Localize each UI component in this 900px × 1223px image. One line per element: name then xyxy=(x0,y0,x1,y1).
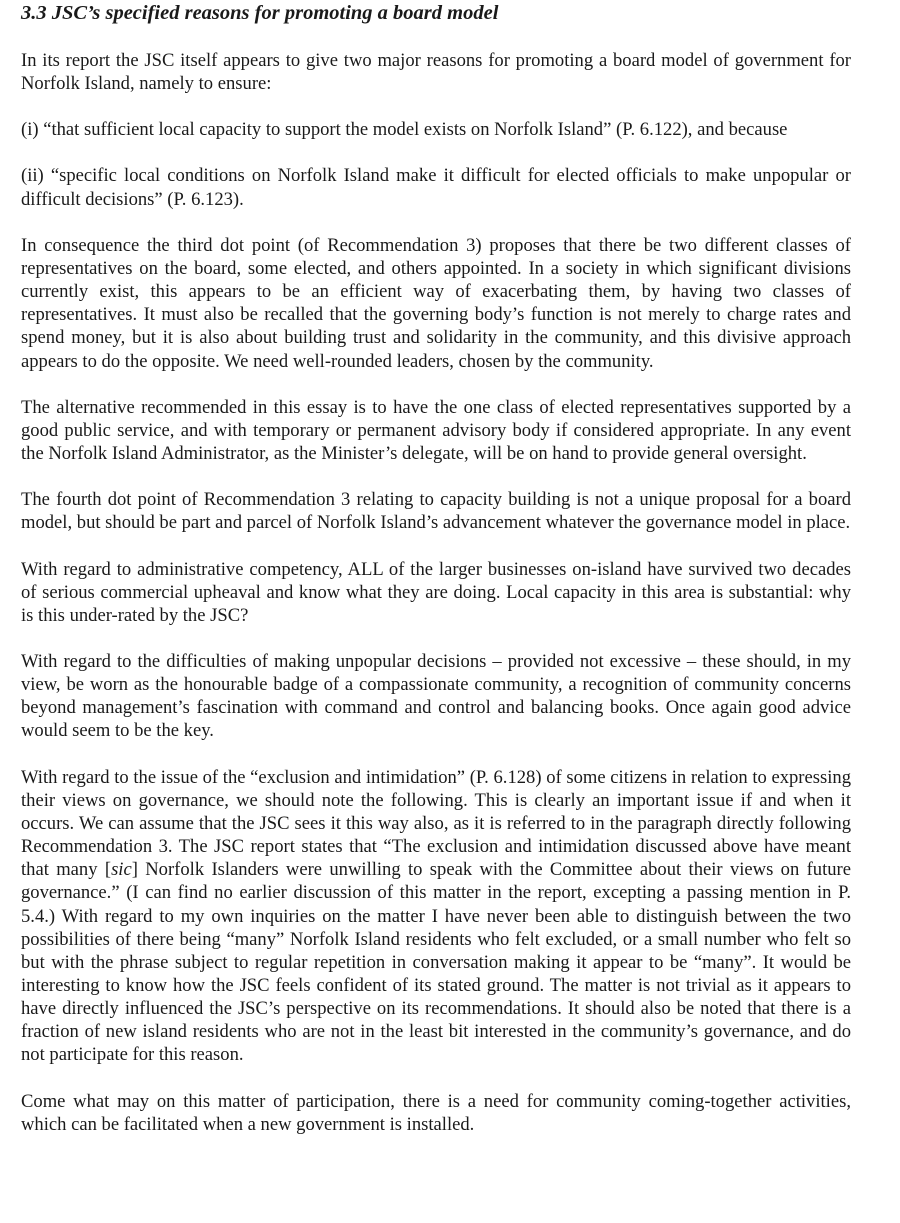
paragraph-text: With regard to the issue of the “exclusion and intimidation” (P. 6.128) of some citizens in relation to expressing their views on governance, we should note the following. This is clearly an important issue if and when it occurs. We can assume that the JSC sees it this way also, as it is referred to in the paragraph directly following Recommendation 3. The JSC report states that “The exclusion and intimidation discussed above have meant that many [ xyxy=(21,766,851,881)
document-page xyxy=(21,0,851,1136)
paragraph-administrative-competency: With regard to administrative competency, ALL of the larger businesses on-island have survived two decades of serious commercial upheaval and know what they are doing. Local capacity in this area is substantial: why is this under-rated by the JSC? xyxy=(21,558,851,626)
paragraph-reason-i: (i) “that sufficient local capacity to support the model exists on Norfolk Island” (P. 6.122), and because xyxy=(21,119,788,141)
paragraph-alternative: The alternative recommended in this essay is to have the one class of elected representatives supported by a good public service, and with temporary or permanent advisory body if considered appropriate. In any event the Norfolk Island Administrator, as the Minister’s delegate, will be on hand to provide general oversight. xyxy=(21,396,851,465)
paragraph-participation: Come what may on this matter of participation, there is a need for community coming-together activities, which can be facilitated when a new government is installed. xyxy=(21,1090,851,1135)
paragraph-third-dot-point: In consequence the third dot point (of Recommendation 3) proposes that there be two different classes of representatives on the board, some elected, and others appointed. In a society in which significant divisions currently exist, this appears to be an efficient way of exacerbating them, by having two classes of representatives. It must also be recalled that the governing body’s function is not merely to charge rates and spend money, but it is also about building trust and solidarity in the community, and this divisive approach appears to do the opposite. We need well-rounded leaders, chosen by the community. xyxy=(21,234,851,372)
paragraph-reason-ii: (ii) “specific local conditions on Norfolk Island make it difficult for elected officials to make unpopular or difficult decisions” (P. 6.123). xyxy=(21,165,851,210)
paragraph-text: ] Norfolk Islanders were unwilling to speak with the Committee about their views on future governance.” (I can find no earlier discussion of this matter in the report, excepting a passing mention in P. 5.4.) With regard to my own inquiries on the matter I have never been able to distinguish between the two possibilities of there being “many” Norfolk Island residents who felt excluded, or a small number who felt so but with the phrase subject to regular repetition in conversation making it appear to be “many”. It would be interesting to know how the JSC feels confident of its stated ground. The matter is not trivial as it appears to have directly influenced the JSC’s perspective on its recommendations. It should also be noted that there is a fraction of new island residents who are not in the least bit interested in the community’s governance, and do not participate for this reason. xyxy=(21,859,851,1066)
sic-annotation: sic xyxy=(111,859,132,881)
paragraph-intro: In its report the JSC itself appears to give two major reasons for promoting a board model of government for Norfolk Island, namely to ensure: xyxy=(21,50,851,95)
paragraph-unpopular-decisions: With regard to the difficulties of making unpopular decisions – provided not excessive – these should, in my view, be worn as the honourable badge of a compassionate community, a recognition of community concerns beyond management’s fascination with command and control and balancing books. Once again good advice would seem to be the key. xyxy=(21,650,851,742)
paragraph-exclusion-intimidation xyxy=(21,766,851,1067)
paragraph-fourth-dot-point: The fourth dot point of Recommendation 3 relating to capacity building is not a unique proposal for a board model, but should be part and parcel of Norfolk Island’s advancement whatever the governance model in place. xyxy=(21,489,851,534)
section-heading: 3.3 JSC’s specified reasons for promoting a board model xyxy=(21,2,499,24)
